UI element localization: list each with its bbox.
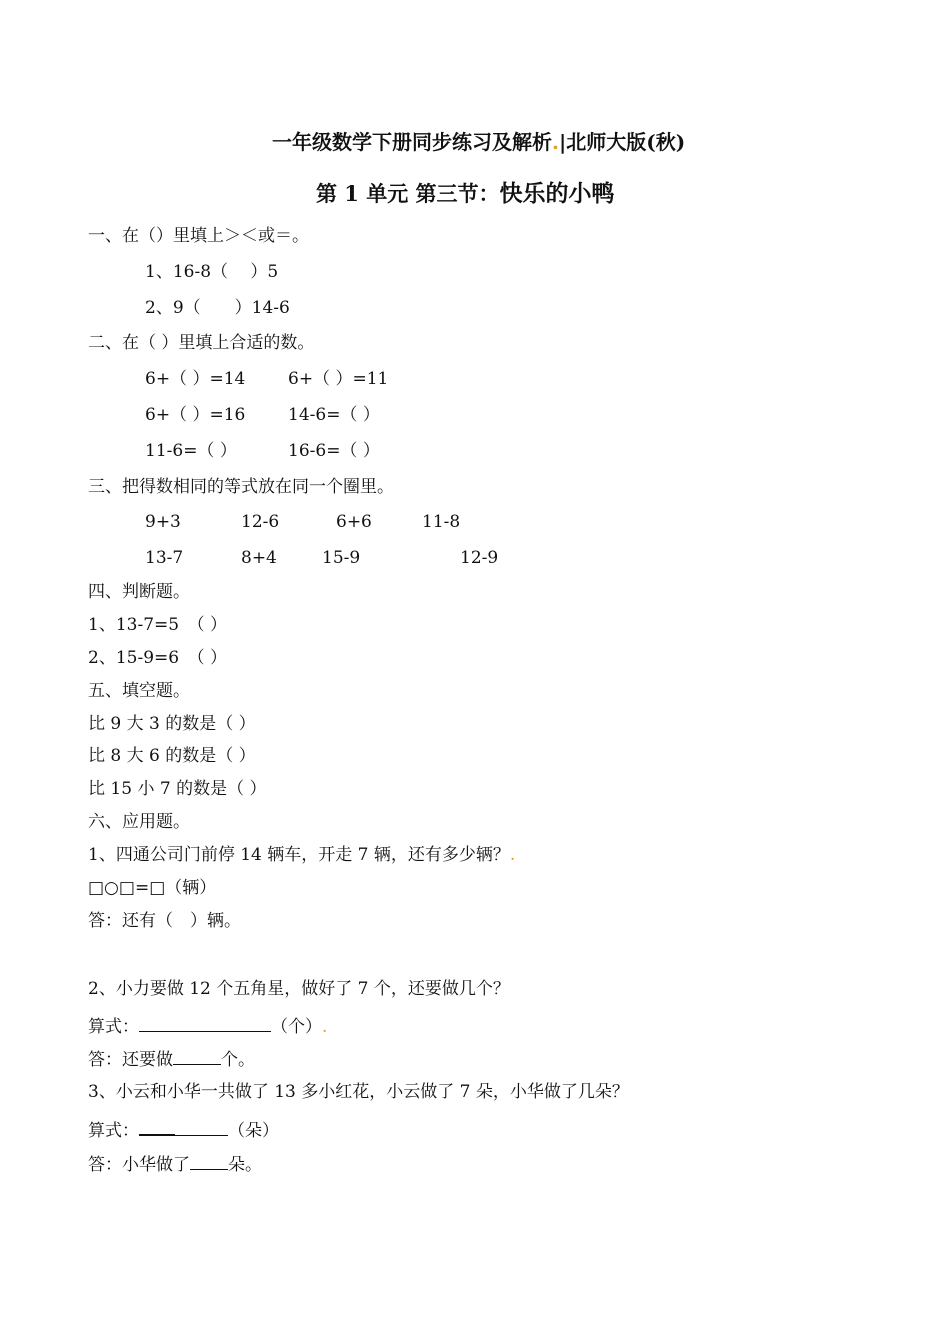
- section1-heading: 一、在（）里填上＞＜或＝。: [88, 226, 309, 246]
- word-problem-1: 1、四通公司门前停 14 辆车，开走 7 辆，还有多少辆？.: [88, 845, 516, 865]
- word-problem-3-formula: 算式： （朵）: [88, 1116, 279, 1142]
- answer-blank[interactable]: [190, 1151, 228, 1170]
- section2-cell: 16-6=（ ）: [288, 441, 380, 461]
- word-problem-1-formula: □○□=□（辆）: [88, 878, 217, 898]
- expression: 12-6: [241, 512, 280, 532]
- page-title: 一年级数学下册同步练习及解析.|北师大版(秋): [272, 130, 686, 154]
- formula-blank[interactable]: [139, 1013, 271, 1032]
- section6-heading: 六、应用题。: [88, 812, 190, 832]
- section5-heading: 五、填空题。: [88, 681, 190, 701]
- word-problem-2-answer: 答：还要做 个。: [88, 1046, 255, 1071]
- answer-blank[interactable]: [173, 1046, 221, 1065]
- expression: 13-7: [145, 548, 184, 568]
- expression: 12-9: [460, 548, 499, 568]
- formula-blank[interactable]: [175, 1117, 228, 1136]
- expression: 8+4: [241, 548, 277, 568]
- section1-item-2: 2、9（ ）14-6: [145, 298, 290, 318]
- section4-heading: 四、判断题。: [88, 582, 190, 602]
- word-problem-2: 2、小力要做 12 个五角星，做好了 7 个，还要做几个？: [88, 979, 510, 999]
- judgment-item: 1、13-7=5 （ ）: [88, 615, 227, 635]
- word-problem-2-formula: 算式： （个）.: [88, 1013, 327, 1038]
- expression: 6+6: [336, 512, 372, 532]
- word-problem-1-answer: 答：还有（ ）辆。: [88, 911, 241, 931]
- fill-item: 比 9 大 3 的数是（ ）: [88, 714, 256, 734]
- judgment-item: 2、15-9=6 （ ）: [88, 648, 227, 668]
- section2-cell: 14-6=（ ）: [288, 405, 380, 425]
- word-problem-3-answer: 答：小华做了 朵。: [88, 1151, 262, 1176]
- expression: 15-9: [322, 548, 361, 568]
- section2-cell: 6+（ ）=14: [145, 369, 246, 389]
- expression: 9+3: [145, 512, 181, 532]
- section3-heading: 三、把得数相同的等式放在同一个圈里。: [88, 477, 394, 497]
- section2-cell: 11-6=（ ）: [145, 441, 237, 461]
- section2-cell: 6+（ ）=16: [145, 405, 246, 425]
- page-subtitle: 第 1 单元 第三节：快乐的小鸭: [316, 180, 615, 207]
- fill-item: 比 15 小 7 的数是（ ）: [88, 779, 267, 799]
- section2-heading: 二、在（ ）里填上合适的数。: [88, 333, 315, 353]
- section1-item-1: 1、16-8（ ）5: [145, 262, 279, 282]
- section2-cell: 6+（ ）=11: [288, 369, 389, 389]
- fill-item: 比 8 大 6 的数是（ ）: [88, 746, 256, 766]
- expression: 11-8: [422, 512, 461, 532]
- word-problem-3: 3、小云和小华一共做了 13 多小红花，小云做了 7 朵，小华做了几朵？: [88, 1082, 629, 1102]
- formula-blank[interactable]: [139, 1116, 175, 1136]
